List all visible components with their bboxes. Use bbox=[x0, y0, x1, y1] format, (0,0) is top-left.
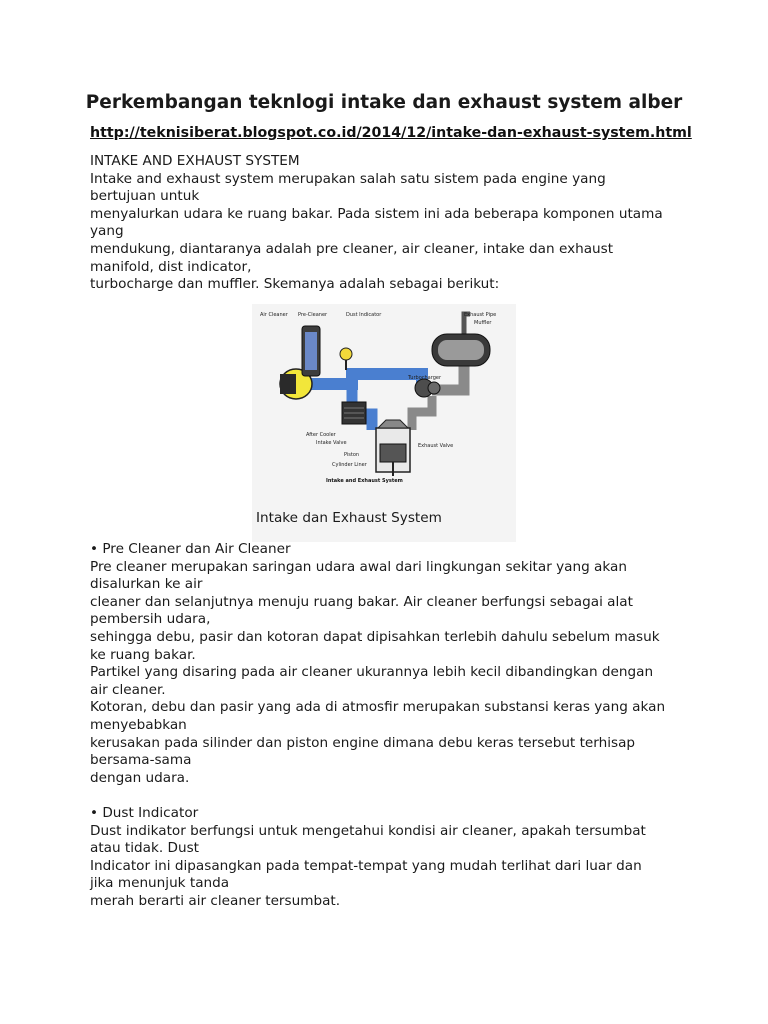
pre-cleaner-window bbox=[305, 332, 317, 370]
section-heading: • Dust Indicator bbox=[90, 804, 199, 821]
spacer bbox=[90, 787, 690, 805]
label-piston: Piston bbox=[344, 452, 360, 458]
paragraph-line: Dust indikator berfungsi untuk mengetahui kondisi air cleaner, apakah tersumbat bbox=[90, 822, 646, 839]
intake-exhaust-figure bbox=[252, 304, 516, 542]
label-intake-valve: Intake Valve bbox=[316, 440, 347, 446]
exhaust-manifold-pipe bbox=[412, 396, 432, 430]
paragraph-line: disalurkan ke air bbox=[90, 576, 203, 593]
paragraph-line: menyalurkan udara ke ruang bakar. Pada sistem ini ada beberapa komponen utama bbox=[90, 205, 663, 222]
intake-exhaust-diagram bbox=[252, 304, 516, 504]
piston bbox=[380, 444, 406, 462]
paragraph-line: kerusakan pada silinder dan piston engine dimana debu keras tersebut terhisap bbox=[90, 734, 636, 751]
label-dust-indicator: Dust Indicator bbox=[346, 312, 382, 318]
cylinder-head bbox=[378, 420, 408, 428]
paragraph-line: bersama-sama bbox=[90, 752, 192, 769]
section-heading: • Pre Cleaner dan Air Cleaner bbox=[90, 541, 291, 557]
paragraph-line: menyebabkan bbox=[90, 716, 187, 733]
label-exhaust-pipe: Exhaust Pipe bbox=[464, 312, 497, 318]
figure-caption: Intake dan Exhaust System bbox=[256, 510, 442, 526]
diagram-title: Intake and Exhaust System bbox=[326, 478, 403, 484]
paragraph-line: ke ruang bakar. bbox=[90, 646, 196, 663]
paragraph-line: merah berarti air cleaner tersumbat. bbox=[90, 892, 341, 909]
label-turbocharger: Turbocharger bbox=[408, 375, 442, 381]
source-link[interactable]: http://teknisiberat.blogspot.co.id/2014/12/intake-dan-exhaust-system.html bbox=[90, 125, 692, 141]
paragraph-line: pembersih udara, bbox=[90, 611, 211, 628]
label-air-cleaner: Air Cleaner bbox=[260, 312, 288, 318]
paragraph-line: Kotoran, debu dan pasir yang ada di atmosfir merupakan substansi keras yang akan bbox=[90, 699, 666, 716]
pre-cleaner-section bbox=[90, 541, 690, 910]
paragraph-line: Partikel yang disaring pada air cleaner ukurannya lebih kecil dibandingkan dengan bbox=[90, 664, 654, 681]
paragraph-line: Pre cleaner merupakan saringan udara awal dari lingkungan sekitar yang akan bbox=[90, 558, 627, 575]
paragraph-line: jika menunjuk tanda bbox=[90, 875, 230, 892]
paragraph-line: atau tidak. Dust bbox=[90, 840, 200, 857]
document-title: Perkembangan teknlogi intake dan exhaust system alber bbox=[85, 92, 683, 113]
paragraph-line: dengan udara. bbox=[90, 769, 190, 786]
paragraph-line: sehingga debu, pasir dan kotoran dapat dipisahkan terlebih dahulu sebelum masuk bbox=[90, 628, 660, 645]
paragraph-line: air cleaner. bbox=[90, 681, 166, 698]
section-heading: INTAKE AND EXHAUST SYSTEM bbox=[90, 153, 300, 169]
paragraph-line: Indicator ini dipasangkan pada tempat-tempat yang mudah terlihat dari luar dan bbox=[90, 857, 642, 874]
intro-section bbox=[90, 153, 690, 294]
label-pre-cleaner: Pre-Cleaner bbox=[298, 312, 328, 318]
label-cylinder-liner: Cylinder Liner bbox=[332, 462, 367, 468]
paragraph-line: bertujuan untuk bbox=[90, 188, 200, 205]
paragraph-line: cleaner dan selanjutnya menuju ruang bakar. Air cleaner berfungsi sebagai alat bbox=[90, 593, 633, 610]
intake-pipe bbox=[300, 374, 422, 390]
paragraph-line: mendukung, diantaranya adalah pre cleaner, air cleaner, intake dan exhaust bbox=[90, 240, 614, 257]
label-exhaust-valve: Exhaust Valve bbox=[418, 443, 454, 449]
air-cleaner-housing bbox=[280, 374, 296, 394]
paragraph-line: yang bbox=[90, 223, 124, 240]
paragraph-line: Intake and exhaust system merupakan salah satu sistem pada engine yang bbox=[90, 170, 606, 187]
label-muffler: Muffler bbox=[474, 320, 492, 326]
dust-indicator bbox=[340, 348, 352, 360]
label-after-cooler: After Cooler bbox=[306, 432, 336, 438]
paragraph-line: manifold, dist indicator, bbox=[90, 258, 252, 275]
paragraph-line: turbocharge dan muffler. Skemanya adalah sebagai berikut: bbox=[90, 276, 500, 293]
